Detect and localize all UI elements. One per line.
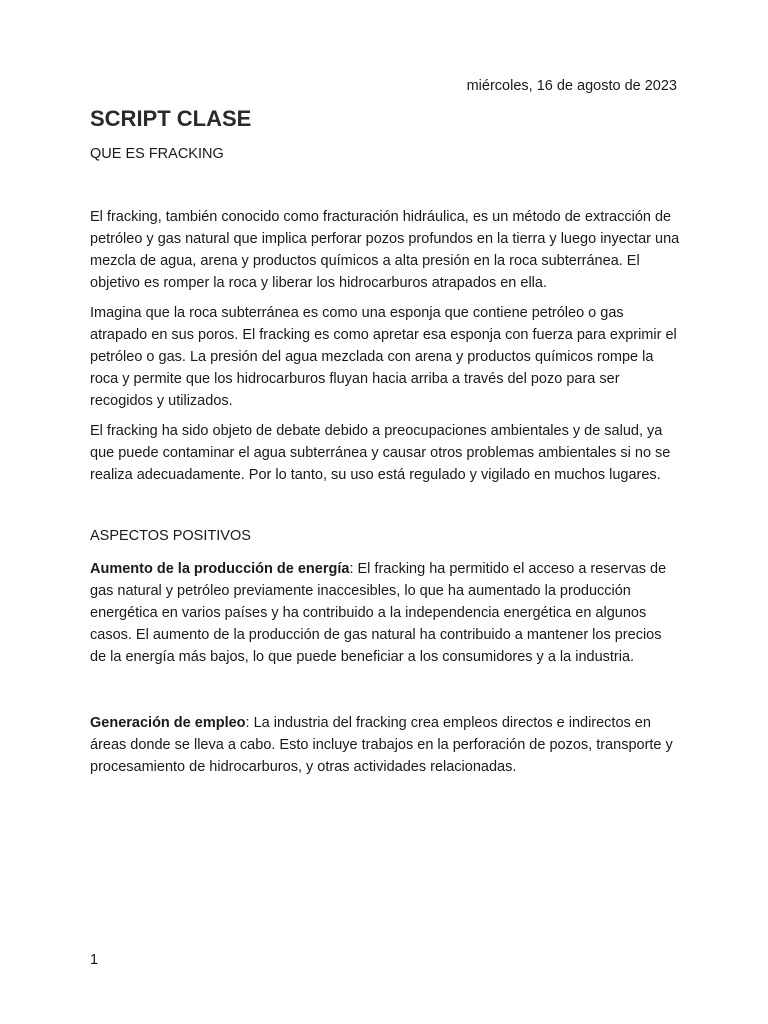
paragraph-sponge-analogy: Imagina que la roca subterránea es como una esponja que contiene petróleo o gas atrapado en sus poros. El fracking es como apretar esa esponja con fuerza para exprimir el petróleo o gas. La presión del agua mezclada con arena y productos químicos rompe la roca y permite que los hidrocarburos fluyan hacia arriba a través del pozo para ser recogidos y utilizados. xyxy=(90,305,677,409)
point-text: : El fracking ha permitido el acceso a reservas de gas natural y petróleo previamente inaccesibles, lo que ha aumentado la producción energética en varios países y ha contribuido a la independencia energética en algunos casos. El aumento de la producción de gas natural ha contribuido a mantener los precios de la energía más bajos, lo que puede beneficiar a los consumidores y a la industria. xyxy=(90,561,667,665)
document-subtitle: QUE ES FRACKING xyxy=(90,146,224,162)
document-date: miércoles, 16 de agosto de 2023 xyxy=(466,78,677,94)
document-title: SCRIPT CLASE xyxy=(90,106,252,131)
point-term: Generación de empleo xyxy=(90,715,246,731)
point-energy-production xyxy=(90,558,680,668)
section-heading-positive-aspects: ASPECTOS POSITIVOS xyxy=(90,528,251,544)
point-term: Aumento de la producción de energía xyxy=(90,561,350,577)
paragraph-debate: El fracking ha sido objeto de debate debido a preocupaciones ambientales y de salud, ya que puede contaminar el agua subterránea y causar otros problemas ambientales si no se realiza adecuadamente. Por lo tanto, su uso está regulado y vigilado en muchos lugares. xyxy=(90,423,671,483)
page-number: 1 xyxy=(90,952,99,968)
point-text: : La industria del fracking crea empleos directos e indirectos en áreas donde se lleva a cabo. Esto incluye trabajos en la perforación de pozos, transporte y procesamiento de hidrocarburos, y otras actividades relacionadas. xyxy=(90,715,673,775)
document-body xyxy=(90,103,680,778)
paragraph-fracking-definition: El fracking, también conocido como fracturación hidráulica, es un método de extracción de petróleo y gas natural que implica perforar pozos profundos en la tierra y luego inyectar una mezcla de agua, arena y productos químicos a alta presión en la roca subterránea. El objetivo es romper la roca y liberar los hidrocarburos atrapados en ella. xyxy=(90,209,680,291)
point-employment xyxy=(90,712,680,778)
